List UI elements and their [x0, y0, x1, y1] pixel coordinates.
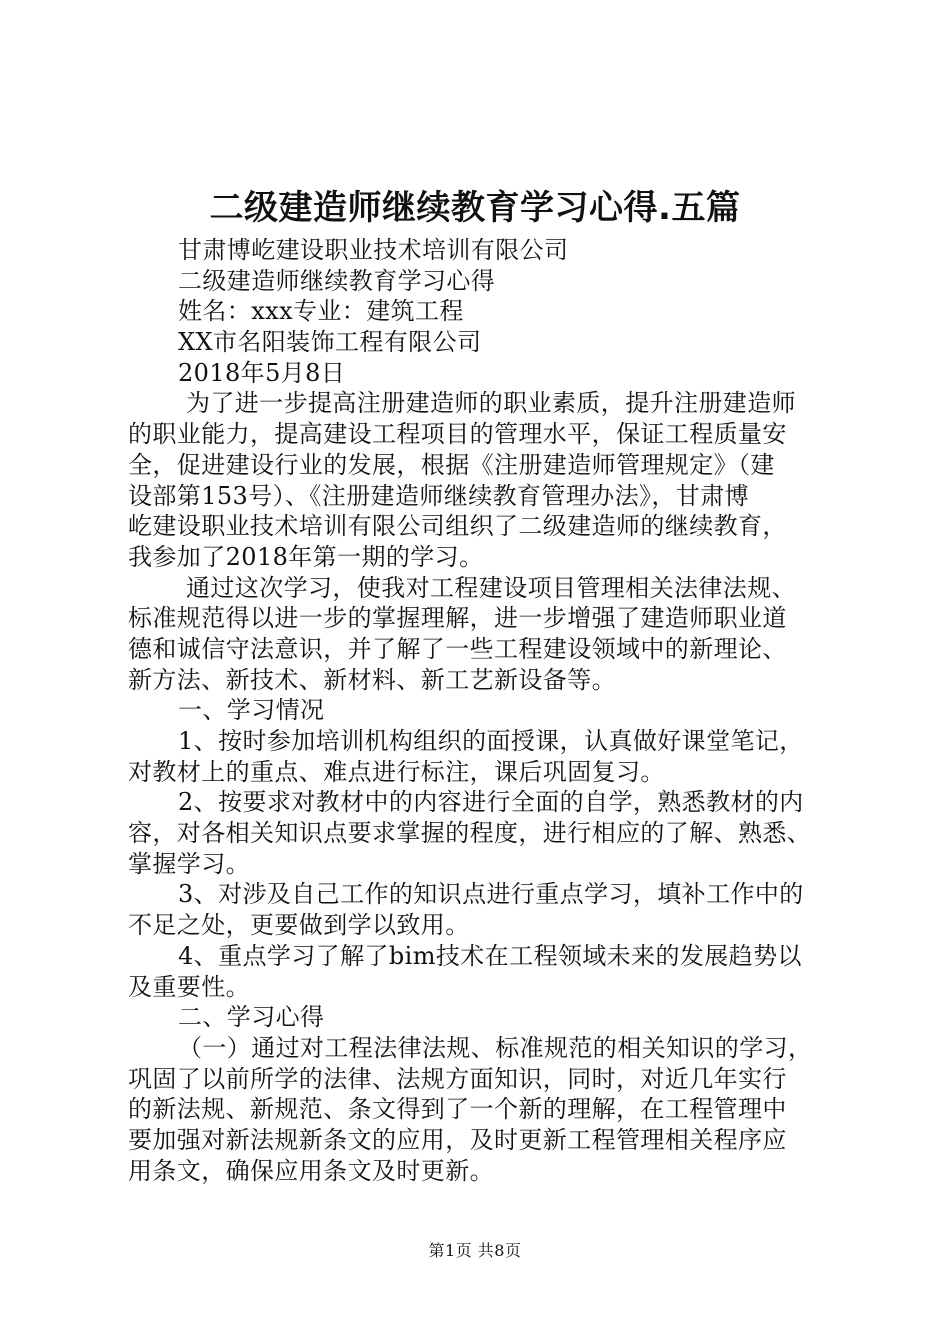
document-body [128, 235, 834, 1186]
text-line: 的职业能力，提高建设工程项目的管理水平，保证工程质量安 [128, 420, 787, 449]
text-line: 我参加了2018年第一期的学习。 [128, 542, 484, 571]
text-line: 通过这次学习，使我对工程建设项目管理相关法律法规、 [186, 573, 796, 602]
text-line: 及重要性。 [128, 972, 250, 1001]
text-line: 4、重点学习了解了bim技术在工程领域未来的发展趋势以 [178, 941, 802, 970]
text-line: 甘肃博屹建设职业技术培训有限公司 [178, 236, 569, 264]
text-line: 要加强对新法规新条文的应用，及时更新工程管理相关程序应 [128, 1125, 787, 1154]
text-line: 3、对涉及自己工作的知识点进行重点学习，填补工作中的 [178, 880, 804, 909]
text-line: 2、按要求对教材中的内容进行全面的自学，熟悉教材的内 [178, 788, 804, 817]
text-line: 屹建设职业技术培训有限公司组织了二级建造师的继续教育， [128, 512, 787, 541]
text-line: 姓名：xxx专业：建筑工程 [178, 297, 464, 326]
text-line: 为了进一步提高注册建造师的职业素质，提升注册建造师 [186, 389, 796, 418]
text-line: （一）通过对工程法律法规、标准规范的相关知识的学习， [178, 1033, 813, 1062]
text-line: 二级建造师继续教育学习心得 [178, 266, 496, 295]
text-line: 全，促进建设行业的发展，根据《注册建造师管理规定》（建 [128, 450, 775, 479]
text-line: 一、学习情况 [178, 696, 325, 725]
text-line: 新方法、新技术、新材料、新工艺新设备等。 [128, 665, 616, 694]
text-line: 的新法规、新规范、条文得到了一个新的理解，在工程管理中 [128, 1095, 787, 1124]
text-line: 二、学习心得 [178, 1003, 325, 1032]
document-title: 二级建造师继续教育学习心得.五篇 [209, 188, 741, 228]
text-line: 德和诚信守法意识，并了解了一些工程建设领域中的新理论、 [128, 634, 787, 663]
text-line: 用条文，确保应用条文及时更新。 [128, 1156, 494, 1185]
text-line: 容，对各相关知识点要求掌握的程度，进行相应的了解、熟悉、 [128, 819, 812, 848]
text-line: 不足之处，更要做到学以致用。 [128, 911, 470, 940]
text-line: XX市名阳装饰工程有限公司 [178, 328, 482, 357]
text-line: 巩固了以前所学的法律、法规方面知识，同时，对近几年实行 [128, 1064, 787, 1093]
page-footer: 第1页 共8页 [428, 1241, 522, 1260]
text-line: 对教材上的重点、难点进行标注，课后巩固复习。 [128, 757, 665, 786]
text-line: 掌握学习。 [128, 849, 250, 878]
text-line: 标准规范得以进一步的掌握理解，进一步增强了建造师职业道 [128, 604, 787, 633]
text-line: 2018年5月8日 [178, 358, 346, 387]
text-line: 设部第153号）、《注册建造师继续教育管理办法》，甘肃博 [128, 481, 750, 510]
text-line: 1、按时参加培训机构组织的面授课，认真做好课堂笔记， [178, 727, 804, 755]
